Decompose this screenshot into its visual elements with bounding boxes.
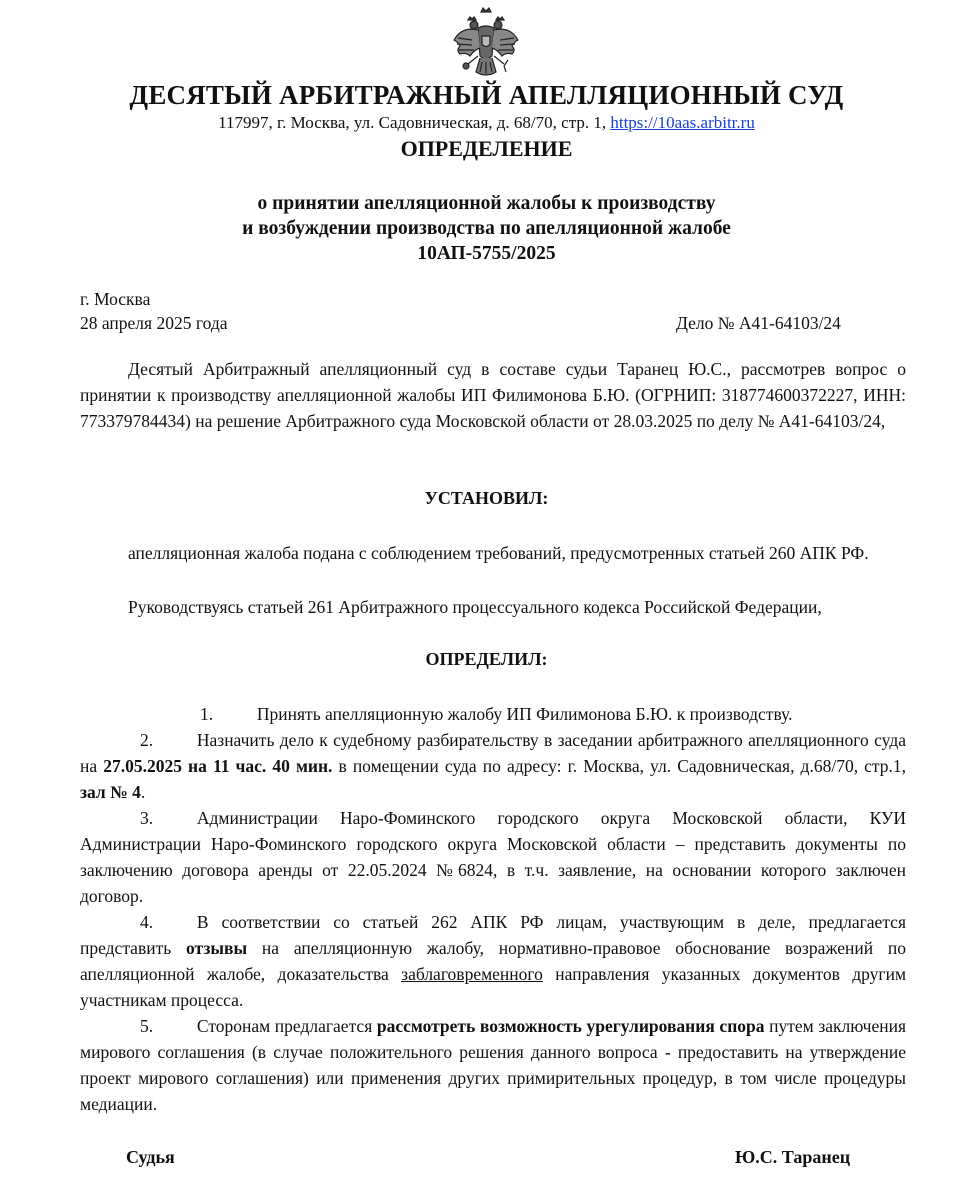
signature-label: Судья: [126, 1147, 175, 1167]
settlement-emphasis: рассмотреть возможность урегулирования спора: [376, 1016, 765, 1036]
subject-line-1: о принятии апелляционной жалобы к производству: [257, 193, 716, 214]
coat-of-arms-emblem: [448, 6, 524, 82]
appeal-number: 10АП-5755/2025: [417, 243, 556, 264]
hall-number: зал № 4: [80, 782, 141, 802]
court-name: ДЕСЯТЫЙ АРБИТРАЖНЫЙ АПЕЛЛЯЦИОННЫЙ СУД: [129, 80, 844, 110]
item-text: Назначить дело к судебному разбирательству в заседании арбитражного апелляционного суда на: [80, 730, 906, 776]
intro-paragraph: Десятый Арбитражный апелляционный суд в составе судьи Таранец Ю.С., рассмотрев вопрос о принятии к производству апелляционной жалобы ИП Филимонова Б.Ю. (ОГРНИП: 318774600372227, ИНН: 773379784434) на решение Арбитражного суда Московской области от 28.03.2025 по делу № А41-64103/24,: [80, 359, 906, 431]
document-date: 28 апреля 2025 года: [80, 313, 228, 333]
guided-by-paragraph: Руководствуясь статьей 261 Арбитражного процессуального кодекса Российской Федерации,: [128, 597, 822, 617]
reviews-emphasis: отзывы: [186, 938, 248, 958]
item-number: 4.: [140, 912, 154, 932]
item-text: в помещении суда по адресу: г. Москва, ул. Садовническая, д.68/70, стр.1,: [338, 756, 907, 776]
case-number: Дело № А41-64103/24: [676, 313, 841, 333]
item-number: 3.: [140, 808, 154, 828]
subject-line-2: и возбуждении производства по апелляционной жалобе: [242, 218, 731, 239]
ruling-heading: ОПРЕДЕЛИЛ:: [425, 649, 548, 669]
item-text: Сторонам предлагается: [196, 1016, 373, 1036]
hearing-datetime: 27.05.2025 на 11 час. 40 мин.: [103, 756, 333, 776]
item-text: Принять апелляционную жалобу ИП Филимонова Б.Ю. к производству.: [256, 704, 793, 724]
judge-name: Ю.С. Таранец: [735, 1147, 851, 1167]
item-number: 2.: [140, 730, 154, 750]
item-text: направления указанных документов другим участникам процесса.: [80, 964, 907, 1010]
city: г. Москва: [80, 289, 151, 309]
item-text: Администрации Наро-Фоминского городского округа Московской области, КУИ Администрации Наро-Фоминского городского округа Московской области – представить документы по заключению договора аренды от 22.05.2024 №6824, в т.ч. заявление, на основании которого заключен договор.: [80, 808, 906, 906]
ruling-item-4: [80, 909, 906, 1013]
established-paragraph: апелляционная жалоба подана с соблюдением требований, предусмотренных статьей 260 АПК РФ.: [128, 543, 869, 563]
ruling-item-3: [80, 805, 906, 909]
item-number: 5.: [140, 1016, 154, 1036]
item-text: В соответствии со статьей 262 АПК РФ лицам, участвующим в деле, предлагается представить: [80, 912, 906, 958]
document-type: ОПРЕДЕЛЕНИЕ: [400, 136, 573, 161]
established-heading: УСТАНОВИЛ:: [424, 488, 549, 508]
item-text: на апелляционную жалобу, нормативно-правовое обоснование возражений по апелляционной жалобе, доказательства: [80, 938, 906, 984]
court-address: [0, 113, 973, 133]
ruling-item-5: [80, 1013, 906, 1117]
ruling-item-2: [80, 727, 906, 805]
item-number: 1.: [200, 704, 214, 724]
advance-emphasis: заблаговременного: [401, 964, 543, 984]
website-link[interactable]: https://10aas.arbitr.ru: [610, 113, 755, 132]
item-text: путем заключения мирового соглашения (в случае положительного решения данного вопроса - предоставить на утверждение проект мирового соглашения) или применения других примирительных процедур, в том числе процедуры медиации.: [80, 1016, 907, 1114]
item-text: .: [140, 782, 146, 802]
address-text: 117997, г. Москва, ул. Садовническая, д. 68/70, стр. 1,: [218, 113, 607, 132]
ruling-item-1: [80, 701, 906, 727]
document-subject: [0, 191, 973, 266]
double-headed-eagle-icon: [448, 6, 524, 82]
